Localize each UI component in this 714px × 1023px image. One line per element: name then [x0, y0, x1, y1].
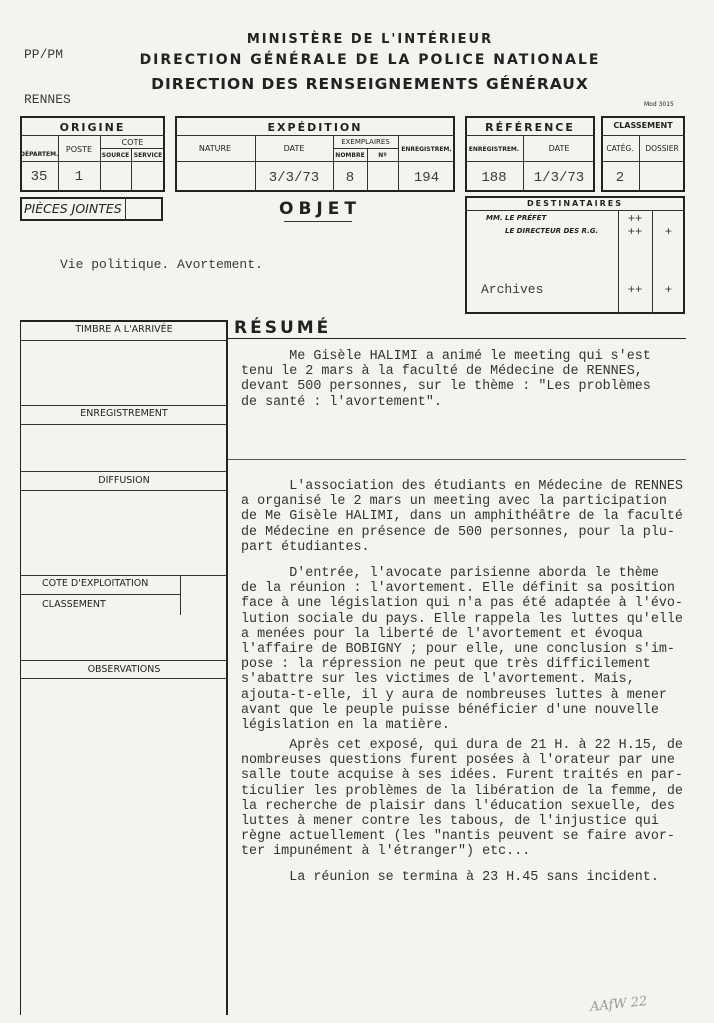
nombre-label: NOMBRE — [335, 152, 365, 159]
distribution-code: PP/PM — [24, 47, 64, 62]
service-line: DIRECTION DES RENSEIGNEMENTS GÉNÉRAUX — [151, 75, 589, 93]
timbre-label: TIMBRE A L'ARRIVÉE — [75, 324, 173, 335]
classement-title: CLASSEMENT — [613, 121, 673, 130]
departem-value: 35 — [30, 169, 48, 185]
categ-value: 2 — [615, 170, 625, 186]
reference-title: RÉFÉRENCE — [485, 121, 575, 134]
categ-label: CATÉG. — [606, 144, 634, 153]
classement-label: CLASSEMENT — [42, 599, 106, 610]
nombre-value: 8 — [345, 170, 355, 186]
departem-label: DÉPARTEM. — [20, 151, 59, 158]
reference-date-label: DATE — [548, 144, 570, 153]
direction-line: DIRECTION GÉNÉRALE DE LA POLICE NATIONALE — [139, 52, 601, 68]
source-label: SOURCE — [101, 152, 130, 159]
exemplaires-label: EXEMPLAIRES — [341, 138, 390, 146]
resume-title: RÉSUMÉ — [234, 318, 332, 338]
service-label: SERVICE — [133, 152, 163, 159]
cote-label: COTE — [121, 138, 144, 147]
dossier-label: DOSSIER — [645, 144, 679, 153]
destinataire-prefet: MM. LE PRÉFET — [486, 214, 547, 222]
expedition-enregistrem-value: 194 — [413, 170, 440, 186]
poste-label: POSTE — [65, 145, 93, 154]
reference-date-value: 1/3/73 — [533, 170, 585, 186]
expedition-enregistrem-label: ENREGISTREM. — [401, 146, 452, 153]
body-paragraph-1: L'association des étudiants en Médecine de RENNES a organisé le 2 mars un meeting avec la participation de Me Gisèle HALIMI, dans un amphithéâtre de la faculté de Médecine en présence de 500 personnes, pour la plu- part étudiantes. — [241, 479, 683, 555]
diffusion-label: DIFFUSION — [98, 475, 150, 486]
archives-mark: ++ — [627, 283, 643, 297]
expedition-date-value: 3/3/73 — [268, 170, 320, 186]
origine-title: ORIGINE — [59, 121, 126, 134]
nature-label: NATURE — [198, 144, 232, 153]
body-paragraph-3: Après cet exposé, qui dura de 21 H. à 22 H.15, de nombreuses questions furent posées à l'orateur par une salle toute acquise à ses idées. Furent traités en par- ticulier les problèmes de la libération de la femme, de la recherche de plaisir dans l'éducation sexuelle, des luttes à mener contre les tabous, de l'injustice qui règne actuellement (les "nantis peuvent se faire avor- ter impunément à l'étranger") etc... — [241, 738, 683, 860]
expedition-title: EXPÉDITION — [267, 121, 363, 134]
numero-label: Nº — [378, 152, 387, 159]
enregistrement-label: ENREGISTREMENT — [80, 408, 168, 419]
destinataire-archives: Archives — [481, 282, 544, 297]
cote-exploitation-label: COTE D'EXPLOITATION — [42, 578, 149, 589]
resume-text: Me Gisèle HALIMI a animé le meeting qui s'est tenu le 2 mars à la faculté de Médecine de RENNES, devant 500 personnes, sur le thème : "Les problèmes de santé : l'avortement". — [241, 349, 651, 410]
pieces-jointes-label: PIÈCES JOINTES — [24, 201, 122, 216]
reference-enregistrem-label: ENREGISTREM. — [468, 146, 520, 153]
archives-mark-2: + — [664, 283, 673, 297]
handwritten-mark: AAfW 22 — [589, 994, 649, 1015]
prefet-mark: ++ — [627, 212, 643, 226]
poste-value: 1 — [74, 169, 84, 185]
form-model: Mod 3015 — [644, 101, 674, 108]
objet-title: OBJET — [279, 199, 361, 219]
objet-text: Vie politique. Avortement. — [60, 257, 263, 272]
directeur-mark-2: + — [664, 225, 673, 239]
reference-enregistrem-value: 188 — [481, 170, 507, 186]
ministry-line: MINISTÈRE DE L'INTÉRIEUR — [246, 32, 494, 47]
expedition-date-label: DATE — [283, 144, 305, 153]
body-paragraph-2: D'entrée, l'avocate parisienne aborda le thème de la réunion : l'avortement. Elle définit sa position face à une législation qui n'a pas été adaptée à l'évo- lution sociale du pays. Elle rappela les luttes qu'elle a menées pour la liberté de l'avortement et évoqua l'affaire de BOBIGNY ; pour elle, une conclusion s'im- pose : la répression ne peut que très difficilement s'abattre sur les victimes de l'avortement. Mais, ajouta-t-elle, il y aura de nombreuses luttes à mener avant que le peuple puisse bénéficier d'une nouvelle législation en la matière. — [241, 566, 683, 734]
destinataire-directeur: LE DIRECTEUR DES R.G. — [505, 227, 599, 235]
directeur-mark: ++ — [627, 225, 643, 239]
body-paragraph-4: La réunion se termina à 23 H.45 sans incident. — [241, 870, 659, 885]
destinataires-title: DESTINATAIRES — [527, 199, 623, 208]
city-label: RENNES — [24, 92, 71, 107]
observations-label: OBSERVATIONS — [87, 664, 161, 675]
